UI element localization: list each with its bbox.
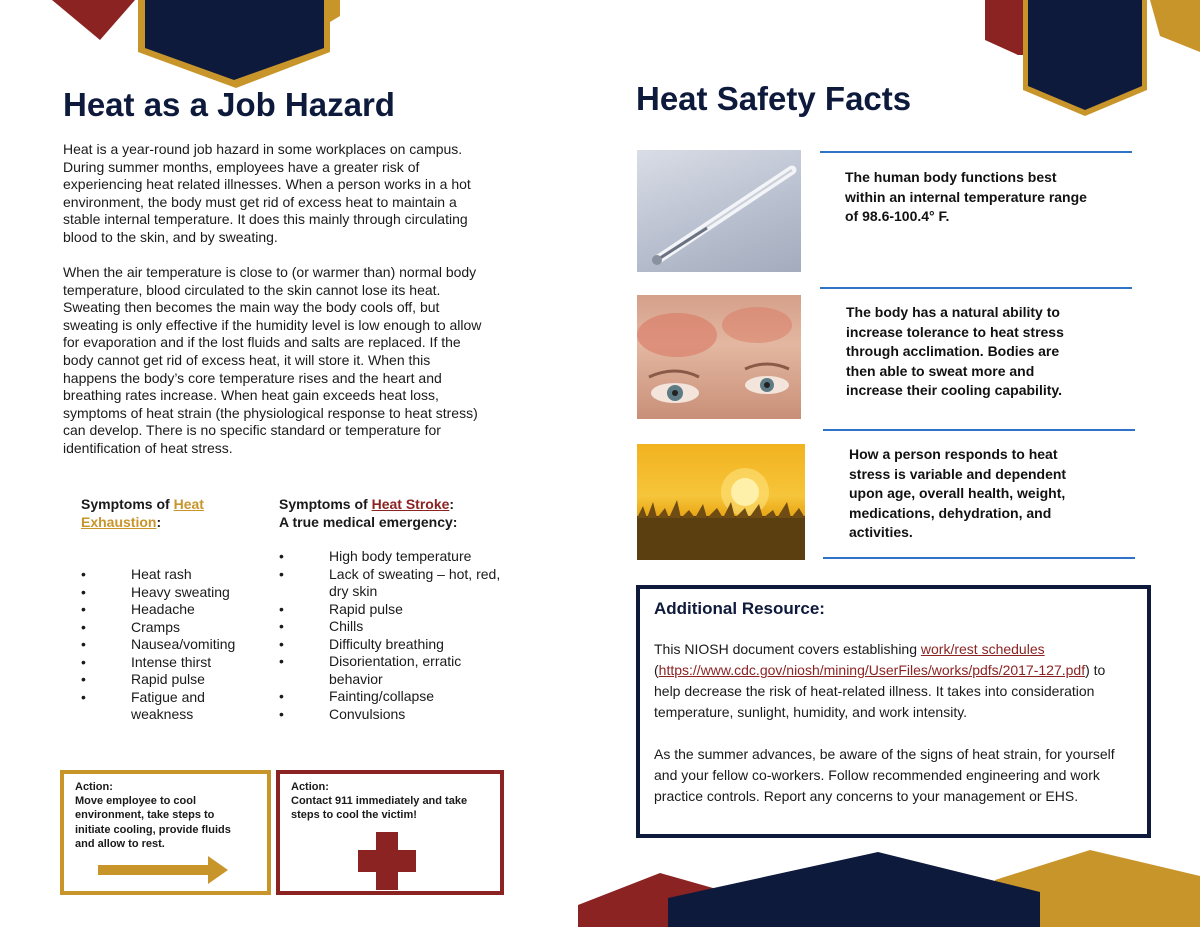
page-title-right: Heat Safety Facts: [636, 80, 912, 117]
medical-cross-icon: [358, 832, 416, 890]
list-item: • High body temperature: [275, 548, 505, 566]
intro-paragraph: Heat is a year-round job hazard in some workplaces on campus. During summer months, employees have a greater risk of experiencing heat related illnesses. When a person works in a hot environment, the body must get rid of excess heat to maintain a stable internal temperature. It does this mainly through circulating blood to the skin, and by sweating.: [63, 141, 471, 245]
stroke-symptom-list: [275, 548, 505, 723]
page-title-left: Heat as a Job Hazard: [63, 86, 395, 123]
list-item: • Disorientation, erratic behavior: [275, 653, 505, 688]
list-item: • Chills: [275, 618, 505, 636]
exhaustion-symptom-list: [77, 566, 267, 724]
stroke-heading: Symptoms of Heat Stroke: A true medical emergency:: [279, 496, 458, 530]
heat-stroke-link[interactable]: Heat Stroke: [371, 496, 450, 512]
fact-divider-1: [820, 151, 1132, 153]
heat-exhaustion-link-2[interactable]: Exhaustion: [81, 513, 157, 530]
list-item: • Convulsions: [275, 706, 505, 724]
work-rest-schedules-link[interactable]: work/rest schedules: [920, 641, 1045, 657]
niosh-pdf-link[interactable]: https://www.cdc.gov/niosh/mining/UserFiles/works/pdfs/2017-127.pdf: [658, 662, 1086, 678]
fact-temperature: The human body functions best within an internal temperature range of 98.6-100.4° F.: [845, 169, 1087, 225]
list-item: • Fainting/collapse: [275, 688, 505, 706]
fact-divider-2: [820, 287, 1132, 289]
fact-divider-4: [823, 557, 1135, 559]
gold-shape-top-right: [1150, 0, 1200, 52]
explanation-paragraph: When the air temperature is close to (or warmer than) normal body temperature, blood circulated to the skin cannot lose its heat. Sweating then becomes the main way the body cools off, but sweating is only effective if the humidity level is low enough to allow for evaporation and if the lost fluids and salts are replaced. If the body cannot get rid of excess heat, it will store it. When this happens the body’s core temperature rises and the heart and breathing rates increase. When heat gain exceeds heat loss, symptoms of heat strain (the physiological response to heat stress) can develop. There is no specific standard or temperature for identification of heat stress.: [63, 264, 482, 456]
list-item: • Headache: [77, 601, 267, 619]
resource-paragraph-2: As the summer advances, be aware of the signs of heat strain, for yourself and your fellow co-workers. Follow recommended engineering and work practice controls. Report any concerns to your management or EHS.: [654, 746, 1115, 804]
list-item: • Rapid pulse: [275, 601, 505, 619]
resource-paragraph-1: This NIOSH document covers establishing work/rest schedules (https://www.cdc.gov/niosh/mining/UserFiles/works/pdfs/2017-127.pdf) to help decrease the risk of heat-related illness. It takes into consideration temperature, sunlight, humidity, and work intensity.: [654, 641, 1106, 720]
list-item: • Intense thirst: [77, 654, 267, 672]
heat-exhaustion-link[interactable]: Heat: [173, 496, 204, 512]
action-box-stroke: Action: Contact 911 immediately and take steps to cool the victim!: [276, 770, 504, 895]
list-item: • Lack of sweating – hot, red, dry skin: [275, 566, 505, 601]
fact-acclimation: The body has a natural ability to increase tolerance to heat stress through acclimation. Bodies are then able to sweat more and increase their cooling capability.: [846, 304, 1064, 399]
exhaustion-heading: Symptoms of Heat Exhaustion:: [81, 496, 204, 530]
list-item: • Heat rash: [77, 566, 267, 584]
arrow-right-icon: [98, 856, 230, 884]
sunset-field-image: [637, 444, 805, 560]
maroon-shape-top-left: [52, 0, 135, 40]
list-item: • Rapid pulse: [77, 671, 267, 689]
list-item: • Heavy sweating: [77, 584, 267, 602]
list-item: • Difficulty breathing: [275, 636, 505, 654]
resource-title: Additional Resource:: [654, 599, 825, 618]
fact-divider-3: [823, 429, 1135, 431]
list-item: • Fatigue and weakness: [77, 689, 267, 724]
fact-variability: How a person responds to heat stress is variable and dependent upon age, overall health, weight, medications, dehydration, and activities.: [849, 446, 1067, 541]
navy-shape-bottom: [668, 852, 1040, 927]
thermometer-image: [637, 150, 801, 272]
list-item: • Cramps: [77, 619, 267, 637]
list-item: • Nausea/vomiting: [77, 636, 267, 654]
navy-shape-top-left: [145, 0, 324, 80]
action-box-exhaustion: Action: Move employee to cool environment, take steps to initiate cooling, provide fluids and allow to rest.: [60, 770, 271, 895]
sweating-face-image: [637, 295, 801, 419]
additional-resource-box: [636, 585, 1151, 838]
